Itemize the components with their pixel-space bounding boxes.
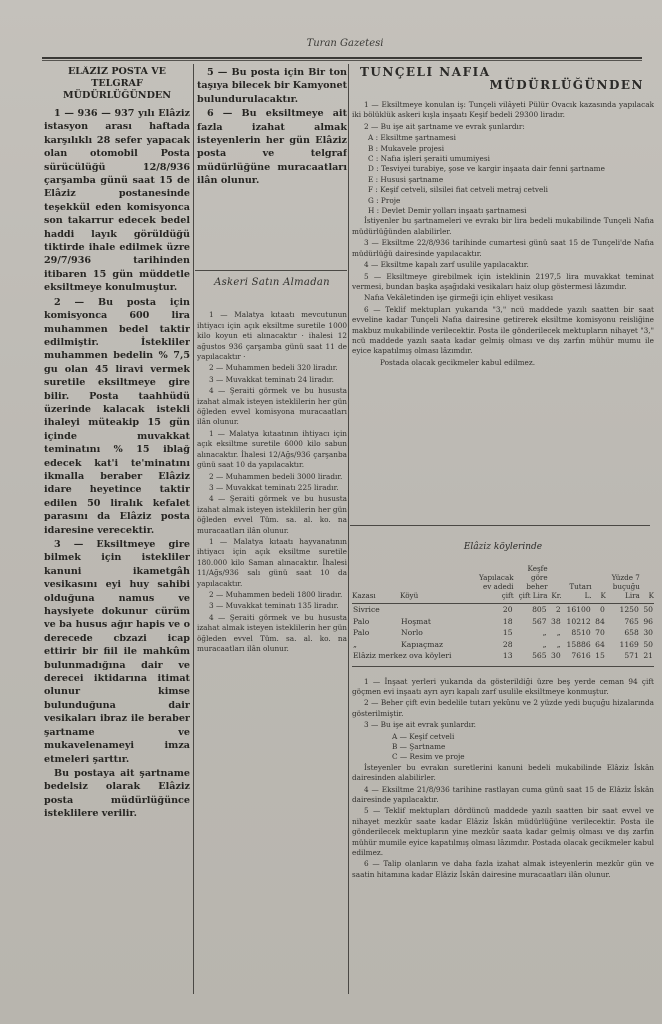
table-cell: 18 <box>502 616 513 626</box>
table-cell: Palo <box>353 628 370 637</box>
list-item: F : Keşif cetveli, silsilei fiat cetveli metraj cetveli <box>368 185 548 195</box>
paragraph: 1 — Malatya kıtaatı mevcutunun ihtiyacı için açık eksiltme suretile 1000 kilo koyun eti alınacaktır · ihalesi 12 ağustos 936 çarşamba günü saat 11 de yapılacaktır · <box>197 310 347 362</box>
title-line: MÜDÜRLÜĞÜNDEN <box>489 78 644 92</box>
table-row <box>352 604 654 616</box>
masthead: Turan Gazetesi <box>306 38 384 49</box>
column-header: Tutarı L. <box>562 564 592 604</box>
table-cell: 8510 <box>571 628 591 637</box>
table-cell: 567 <box>532 616 547 626</box>
paragraph: 3 — Muvakkat teminatı 24 liradır. <box>209 374 334 384</box>
table-cell: Elâziz merkez ova köyleri <box>353 650 452 660</box>
table-row <box>352 639 654 651</box>
column-header: Keşfe göre beher çift Lira <box>514 564 548 604</box>
list-item: A — Keşif cetveli <box>392 731 455 741</box>
list-item: B : Mukavele projesi <box>368 143 445 153</box>
table-cell: „ <box>542 639 547 649</box>
table-cell: „ <box>556 628 561 637</box>
column-header: K <box>640 564 654 604</box>
paragraph: 4 — Şeraiti görmek ve bu hususta izahat almak isteyen isteklilerin her gün öğleden evvel Tüm. sa. al. ko. na muracaatları ilân olunur. <box>197 494 347 535</box>
list-item: A : Eksiltme şartnamesi <box>368 133 456 143</box>
table-row <box>352 650 654 662</box>
paragraph: 6 — Bu eksiltmeye ait fazla izahat almak isteyenlerin her gün Elâziz posta ve telgraf müdürlüğüne muracaatları ilân olunur. <box>197 108 347 187</box>
table-cell: 84 <box>595 616 605 626</box>
paragraph: 2 — Muhammen bedeli 320 liradır. <box>209 363 338 373</box>
column-header: K <box>592 564 606 604</box>
askeri-satin-alma-article <box>197 278 347 654</box>
table-row <box>352 627 654 639</box>
paragraph: 1 — İnşaat yerleri yukarıda da gösterildiği üzre beş yerde ceman 94 çift göçmen evi inşaatı ayrı ayrı kapalı zarf usulile eksiltmeye konmuştur. <box>352 676 654 696</box>
article-title <box>352 66 654 92</box>
table-cell: „ <box>556 639 561 649</box>
list-item: H : Devlet Demir yolları inşaatı şartnamesi <box>368 206 527 216</box>
table-cell: Norlo <box>401 628 423 637</box>
column-header: Yüzde 7 buçuğu Lira <box>606 564 640 604</box>
table-cell: „ <box>542 628 547 637</box>
paragraph: 5 — Bu posta için Bir ton taşıya bilecek bir Kamyonet bulundurulacaktır. <box>197 67 347 105</box>
table-cell: 1250 <box>619 605 639 614</box>
posta-telgraf-column <box>44 66 190 1001</box>
middle-column <box>197 66 347 1001</box>
table-cell: 15 <box>502 628 513 637</box>
table-cell: 64 <box>595 639 605 649</box>
table-cell: 565 <box>532 651 547 660</box>
table-cell: 20 <box>502 605 513 614</box>
table-cell: 10212 <box>566 616 591 626</box>
table-cell: 658 <box>624 628 639 637</box>
column-header: Köyü <box>400 564 474 604</box>
list-item: E : Hususi şartname <box>368 174 444 184</box>
paragraph: 3 — Eksiltmeye gire bilmek için istekliler kanuni ikametgâh vesikasını eyi huy sahibi olduğuna namus ve haysiyete dokunur cürüm ve ba husus ağır hapis ve o derecede cbzazi icap ettirir bir fiil ile mahkûm bulunmadığına dair ve derecei iktidarına itimat olunur kimse bulunduğuna dair vesikaları ibraz ile beraber şartname ve mukavelenameyi imza etmeleri şarttır. <box>44 539 190 765</box>
column-header: Kr. <box>548 564 562 604</box>
column-header: Kazası <box>352 564 400 604</box>
paragraph: 6 — Talip olanların ve daha fazla izahat almak isteyenlerin mezkûr gün ve saatin hitamına kadar Elâziz İskân dairesine muracaatları ilân olunur. <box>352 859 654 879</box>
paragraph: 5 — Teklif mektupları dördüncü maddede yazılı saatten bir saat evvel ve nihayet mezkûr saate kadar Elâziz İskân müdürlüğüne verilecektir. Posta ile gönderilecek mektupların yine mezkûr saata kadar gelmiş olması ve dış zarfın mühür mumile eyice kapatılmış olması lâzımdır. Postada olacak gecikmeler kabul edilmez. <box>352 806 654 857</box>
paragraph: Bu postaya ait şartname bedelsiz olarak Elâziz posta müdürlüğünce isteklilere verilir. <box>44 767 190 820</box>
paragraph: 3 — Bu işe ait evrak şunlardır. <box>364 720 476 730</box>
article-title: ELÂZİZ POSTA VE TELGRAF MÜDÜRLÜĞÜNDEN <box>63 66 171 101</box>
table-bottom-rule <box>352 666 654 667</box>
paragraph: 4 — Eksiltme 21/8/936 tarihine rastlayan cuma günü saat 15 de Elâziz İskân dairesinde yapılacaktır. <box>352 784 654 804</box>
paragraph: 4 — Şeraiti görmek ve bu hususta izahat almak isteyen isteklilerin her gün öğleden evvel Tüm. sa. al. ko. na muracaatları ilân olunur. <box>197 612 347 653</box>
paragraph: 3 — Muvakkat teminatı 135 liradır. <box>209 601 339 611</box>
list-item: C : Nafıa işleri şeraiti umumiyesi <box>368 154 490 164</box>
table-header-row <box>352 564 654 604</box>
table-cell: Palo <box>353 616 370 626</box>
table-cell: 805 <box>532 605 547 614</box>
paragraph: 4 — Eksiltme kapalı zarf usulile yapılacaktır. <box>364 260 529 270</box>
paragraph: Nafıa Vekâletinden işe girmeği için ehliyet vesikası <box>364 293 554 303</box>
column-divider <box>193 64 194 994</box>
table-cell: 30 <box>643 628 653 637</box>
column-header: Yapılacak ev adedi çift <box>474 564 514 604</box>
table-cell: „ <box>353 639 357 649</box>
tunceli-column <box>352 66 654 1001</box>
paragraph: 3 — Muvakkat teminatı 225 liradır. <box>209 482 339 492</box>
column-divider <box>348 64 349 994</box>
table-cell: 70 <box>595 628 605 637</box>
section-heading: Elâziz köylerinde <box>463 542 543 552</box>
table-cell: 21 <box>643 651 653 660</box>
table-cell <box>400 604 474 616</box>
tunceli-article-body <box>352 100 654 368</box>
paragraph: 4 — Şeraiti görmek ve bu hususta izahat almak isteyen isteklilerin her gün öğleden evvel komisyona muracaatları ilân olunur. <box>197 386 347 427</box>
table-row <box>352 616 654 628</box>
top-rule-thin <box>42 60 642 61</box>
village-table <box>352 564 654 662</box>
posta-continuation <box>197 66 347 266</box>
table-cell: 50 <box>643 639 653 649</box>
paragraph: Postada olacak gecikmeler kabul edilmez. <box>380 357 536 367</box>
list-item: C — Resim ve proje <box>392 752 465 762</box>
title-line: TUNÇELİ NAFIA <box>360 66 491 79</box>
article-title: Askeri Satın Almadan <box>214 277 330 288</box>
list-item: B — Şartname <box>392 741 446 751</box>
table-cell: 15886 <box>566 639 591 649</box>
table-cell: 571 <box>624 651 639 660</box>
table-cell: 13 <box>502 651 513 660</box>
list-item: D : Tesviyei turabiye, şose ve kargir inşaata dair fenni şartname <box>368 164 605 174</box>
table-cell: 7616 <box>571 651 591 660</box>
paragraph: 3 — Eksiltme 22/8/936 tarihinde cumartesi günü saat 15 de Tunçeli'de Nafıa müdürlüğü dairesinde yapılacaktır. <box>352 238 654 258</box>
elaziz-article-body <box>352 677 654 881</box>
table-cell: 16100 <box>566 605 591 614</box>
table-cell: 2 <box>555 605 561 614</box>
table-cell: 50 <box>643 605 653 614</box>
table-cell: Kapıaçmaz <box>401 639 444 649</box>
table-cell: 96 <box>643 616 653 626</box>
paragraph: 2 — Beher çift evin bedelile tutarı yekûnu ve 2 yüzde yedi buçuğu hizalarında gösterilmiştir. <box>352 698 654 718</box>
table-cell: 30 <box>551 651 561 660</box>
table-cell: 1169 <box>619 639 639 649</box>
table-cell: Sivrice <box>353 605 380 614</box>
table-cell: 28 <box>502 639 513 649</box>
paragraph: 1 — Eksiltmeye konulan iş: Tunçeli vilâyeti Pülür Ovacık kazasında yapılacak iki bölüklük askeri kışla inşaatı Keşif bedeli 29300 liradır. <box>352 100 654 120</box>
elaziz-article <box>352 528 654 881</box>
table-cell: 765 <box>624 616 639 626</box>
table-cell: 15 <box>595 651 605 660</box>
paragraph: İsteyenler bu evrakın suretlerini kanuni bedeli mukabilinde Elâziz İskân dairesinden alabilirler. <box>352 762 654 783</box>
paragraph: İstiyenler bu şartnameleri ve evrakı bir lira bedeli mukabilinde Tunçeli Nafıa müdürlüğünden alabilirler. <box>352 216 654 236</box>
paragraph: 1 — 936 — 937 yılı Elâziz istasyon arası haftada karşılıklı 28 sefer yapacak olan otomobil Posta sürücülüğü 12/8/936 çarşamba günü saat 15 de Elâziz postanesinde teşekkül eden komisyonca son takarrur edecek bedel haddi layık görüldüğü tiktirde ihale edilmek üzre 29/7/936 tarihinden itibaren 15 gün müddetle eksiltmeye konulmuştur. <box>44 108 190 294</box>
paragraph: 2 — Bu işe ait şartname ve evrak şunlardır: <box>364 121 525 131</box>
table-cell: 0 <box>600 605 605 614</box>
paragraph: 2 — Muhammen bedeli 1800 liradır. <box>209 589 343 599</box>
paragraph: 2 — Muhammen bedeli 3000 liradır. <box>209 471 343 481</box>
paragraph: 6 — Teklif mektupları yukarıda "3," ncü maddede yazılı saatten bir saat evveline kadar Tunçeli Nafıa dairesine getirerek eksiltme komisyonu reisliğine makbuz mukabilinde verilecektir. Posta ile gönderilecek mektupların nihayet "3," ncü maddede yazılı saata kadar gelmiş olması ve dış zarfın mühür mumu ile eyice kapatılmış olması lâzımdır. <box>352 304 654 356</box>
table-cell: 38 <box>551 616 561 626</box>
paragraph: 1 — Malatya kıtaatı hayvanatının ihtiyacı için açık eksiltme suretile 180.000 kilo Saman alınacaktır. İhalesi 11/Ağs/936 salı günü saat 10 da yapılacaktır. <box>197 536 347 588</box>
top-rule <box>42 57 642 59</box>
paragraph: 5 — Eksiltmeye girebilmek için isteklinin 2197,5 lira muvakkat teminat vermesi, bundan başka aşağıdaki vesikaları haiz olup göstermesi lâzımdır. <box>352 271 654 291</box>
paragraph: 2 — Bu posta için komisyonca 600 lira muhammen bedel taktir edilmiştir. İstekliler muhammen bedelin % 7,5 gu olan 45 liravi vermek suretile eksiltmeye gire bilir. Posta taahhüdü üzerinde kalacak istekli ihaleyi müteakip 15 gün içinde muvakkat teminatını % 15 iblağ edecek kat'i te'minatını ikmalla beraber Elâziz idare heyetince taktir edilen 50 liralık kefalet parasını da Elâziz posta idaresine verecektir. <box>44 296 190 536</box>
paragraph: 1 — Malatya kıtaatının ihtiyacı için açık eksiltme suretile 6000 kilo sabun alınacaktır. İhalesi 12/Ağs/936 çarşanba günü saat 10 da yapılacaktır. <box>197 428 347 470</box>
table-cell: Hoşmat <box>401 616 431 626</box>
list-item: G : Proje <box>368 195 401 205</box>
